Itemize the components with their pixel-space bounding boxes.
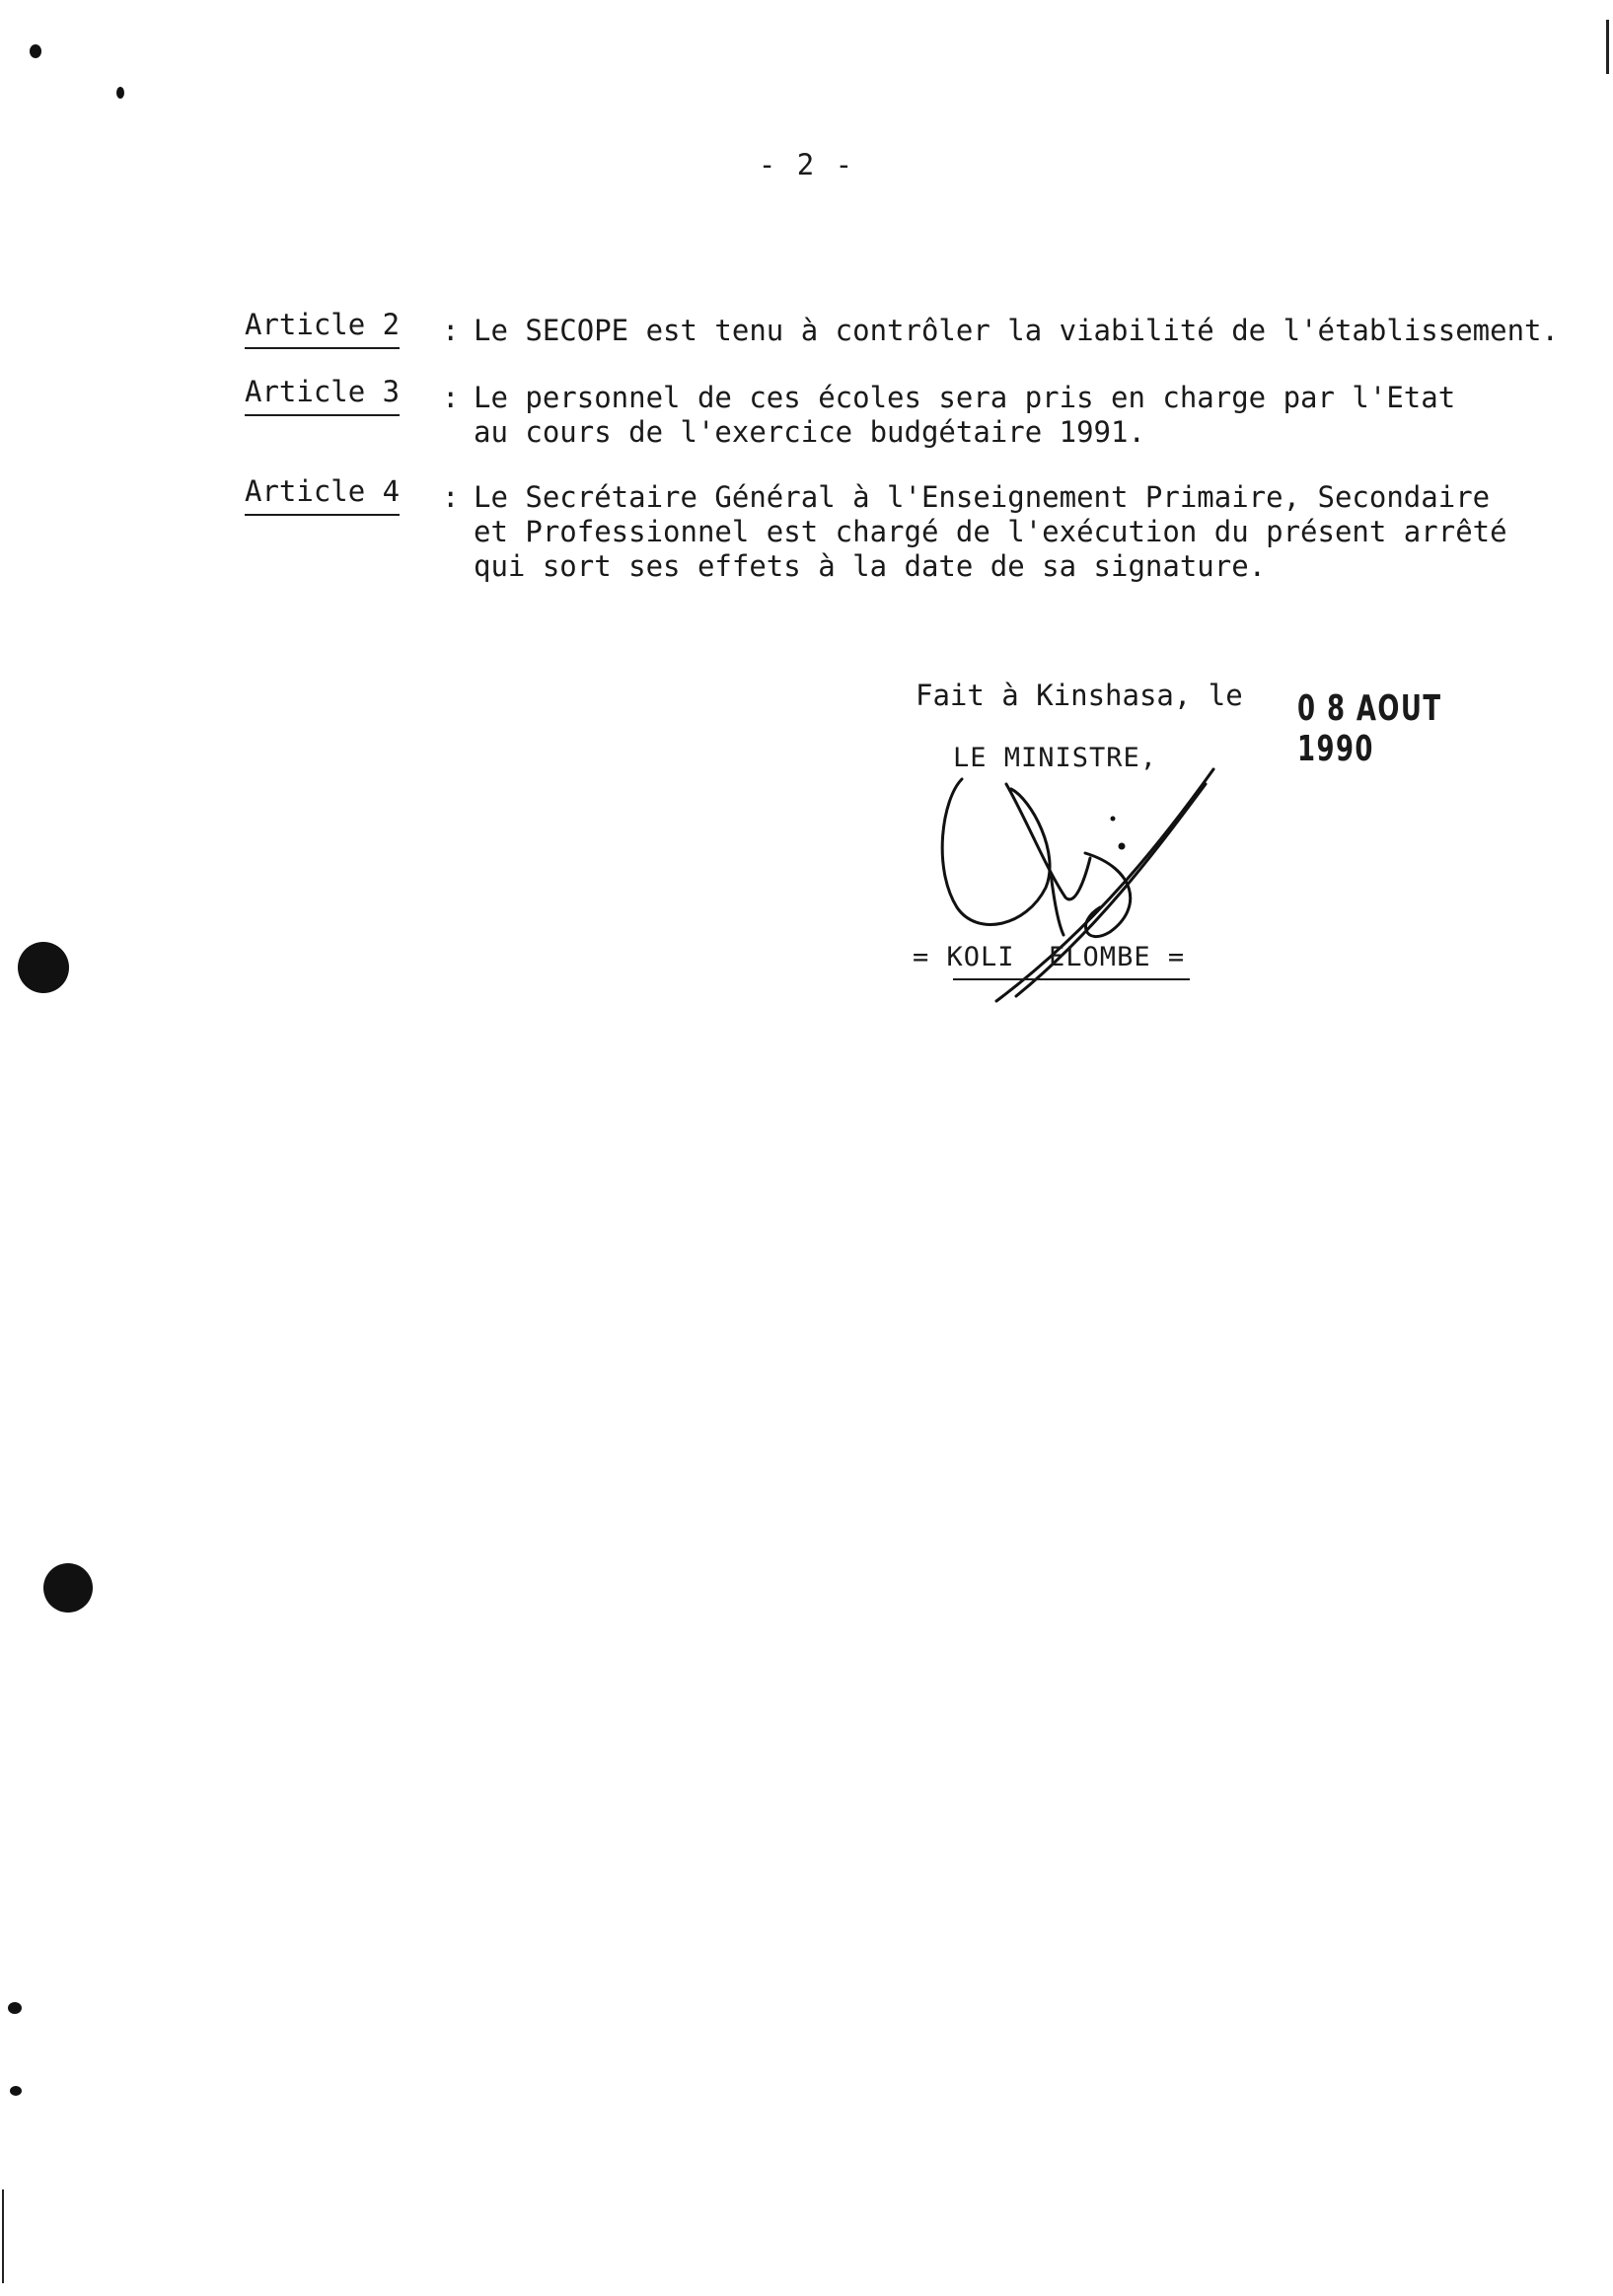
edge-mark — [2, 2189, 4, 2283]
article-2-text: Le SECOPE est tenu à contrôler la viabilité de l'établissement. — [474, 314, 1559, 347]
signatory-underline — [953, 978, 1190, 980]
binder-hole-upper — [18, 942, 69, 993]
article-4-label: Article 4 — [245, 474, 400, 516]
minister-title: LE MINISTRE, — [953, 743, 1158, 773]
margin-speck — [8, 2002, 22, 2014]
article-4-text: Le Secrétaire Général à l'Enseignement Primaire, Secondaire et Professionnel est chargé de l'exécution du présent arrêté qui sort ses effets à la date de sa signature. — [474, 480, 1507, 583]
article-3-text: Le personnel de ces écoles sera pris en charge par l'Etat au cours de l'exercice budgétaire 1991. — [474, 381, 1456, 449]
edge-mark — [1606, 20, 1609, 74]
article-4-colon: : — [442, 480, 460, 514]
corner-speck — [116, 87, 124, 99]
date-stamp: 0 8 AOUT 1990 — [1297, 688, 1442, 769]
article-3-label: Article 3 — [245, 375, 400, 416]
article-2-label: Article 2 — [245, 308, 400, 349]
signatory-name: = KOLI ELOMBE = — [913, 942, 1186, 972]
corner-speck — [30, 44, 41, 58]
page-number: - 2 - — [758, 148, 855, 181]
margin-speck — [10, 2086, 22, 2096]
binder-hole-lower — [43, 1563, 93, 1613]
article-2-colon: : — [442, 314, 460, 347]
article-3-colon: : — [442, 381, 460, 414]
place-date-line: Fait à Kinshasa, le — [916, 679, 1243, 712]
